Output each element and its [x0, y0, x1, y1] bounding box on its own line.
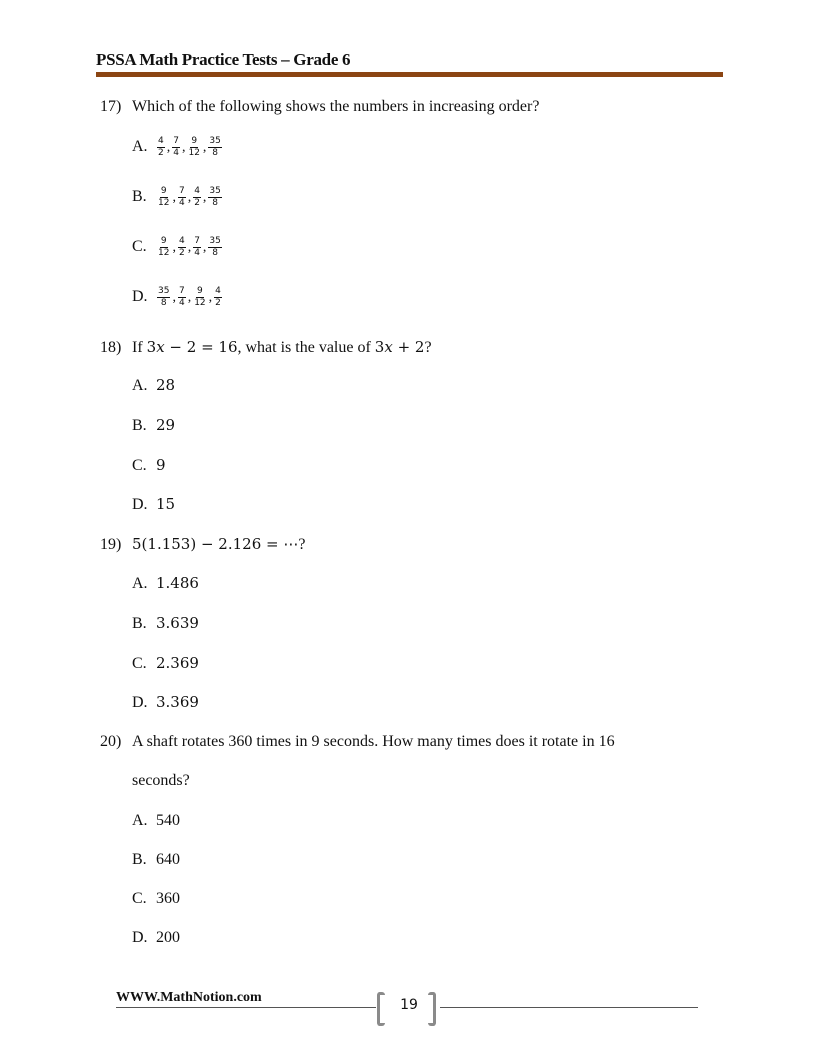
numerator: 35	[158, 286, 170, 296]
comma: ,	[166, 139, 171, 155]
q19-option-c[interactable]	[132, 654, 199, 673]
fraction	[187, 136, 200, 159]
fraction	[193, 286, 206, 309]
question-20-line2	[132, 772, 190, 790]
option-letter: B.	[132, 188, 147, 206]
fraction	[157, 136, 165, 159]
comma: ,	[187, 239, 192, 255]
option-value: 29	[156, 416, 176, 434]
option-letter: D.	[132, 496, 148, 513]
option-letter: B.	[132, 851, 147, 868]
question-19	[100, 535, 305, 554]
q20-option-b[interactable]	[132, 851, 180, 869]
q19-option-a[interactable]	[132, 574, 199, 593]
question-text: Which of the following shows the numbers in increasing order?	[132, 98, 540, 115]
denominator: 8	[160, 298, 167, 308]
header-rule	[96, 72, 723, 77]
q19-option-d[interactable]	[132, 693, 199, 712]
comma: ,	[181, 139, 186, 155]
denominator: 2	[178, 248, 185, 258]
option-letter: C.	[132, 890, 147, 907]
option-value: 9	[156, 456, 166, 474]
numerator: 9	[160, 186, 167, 196]
option-letter: A.	[132, 138, 148, 156]
comma: ,	[202, 239, 207, 255]
footer-rule-left	[116, 1007, 376, 1008]
denominator: 4	[178, 198, 185, 208]
fraction	[193, 186, 201, 209]
right-bracket-icon	[428, 992, 436, 1026]
option-letter: C.	[132, 655, 147, 672]
option-value: 540	[156, 812, 180, 829]
equation: 3𝑥 − 2 = 16	[146, 338, 238, 356]
question-number: 17)	[100, 98, 122, 115]
option-letter: D.	[132, 929, 148, 946]
comma: ,	[187, 189, 192, 205]
fraction-list	[156, 186, 223, 209]
option-letter: B.	[132, 417, 147, 434]
fraction	[157, 286, 170, 309]
q18-option-b[interactable]	[132, 416, 175, 435]
option-letter: D.	[132, 288, 148, 306]
option-letter: B.	[132, 615, 147, 632]
fraction	[208, 186, 221, 209]
fraction	[208, 236, 221, 259]
denominator: 2	[194, 198, 200, 208]
denominator: 8	[212, 148, 219, 158]
denominator: 12	[188, 148, 200, 158]
numerator: 35	[209, 236, 221, 246]
option-value: 200	[156, 929, 180, 946]
q17-option-c[interactable]	[132, 236, 223, 259]
option-letter: A.	[132, 575, 148, 592]
q17-option-d[interactable]	[132, 286, 223, 309]
denominator: 12	[158, 198, 170, 208]
numerator: 35	[209, 186, 221, 196]
fraction-list	[156, 136, 223, 159]
comma: ,	[187, 289, 192, 305]
question-text-after: ?	[298, 536, 306, 553]
numerator: 35	[209, 136, 221, 146]
option-letter: A.	[132, 812, 148, 829]
question-text-after: ?	[424, 339, 432, 356]
denominator: 8	[212, 248, 219, 258]
fraction-list	[156, 236, 223, 259]
option-letter: D.	[132, 694, 148, 711]
footer-rule-right	[440, 1007, 698, 1008]
q19-option-b[interactable]	[132, 614, 199, 633]
q18-option-d[interactable]	[132, 495, 175, 514]
comma: ,	[208, 289, 213, 305]
denominator: 4	[178, 298, 185, 308]
expression: 3𝑥 + 2	[374, 338, 425, 356]
numerator: 4	[158, 136, 164, 146]
question-number: 19)	[100, 536, 122, 553]
numerator: 9	[191, 136, 198, 146]
fraction	[214, 286, 222, 309]
option-value: 28	[156, 376, 176, 394]
question-17	[100, 98, 539, 116]
footer-url[interactable]: WWW.MathNotion.com	[116, 990, 262, 1005]
question-number: 20)	[100, 733, 122, 750]
denominator: 12	[194, 298, 206, 308]
denominator: 4	[173, 148, 179, 158]
q18-option-a[interactable]	[132, 376, 175, 395]
fraction	[172, 136, 180, 159]
option-letter: C.	[132, 457, 147, 474]
option-value: 15	[156, 495, 176, 513]
comma: ,	[202, 139, 207, 155]
option-letter: A.	[132, 377, 148, 394]
comma: ,	[172, 289, 176, 305]
expression: 5(1.153) − 2.126 = ⋯	[132, 535, 299, 553]
numerator: 4	[178, 236, 185, 246]
option-value: 3.369	[156, 693, 199, 711]
q17-option-a[interactable]	[132, 136, 223, 159]
numerator: 9	[197, 286, 203, 296]
fraction	[157, 186, 170, 209]
option-value: 640	[156, 851, 180, 868]
numerator: 7	[178, 186, 185, 196]
q20-option-a[interactable]	[132, 812, 180, 830]
denominator: 2	[158, 148, 164, 158]
fraction	[157, 236, 170, 259]
fraction	[178, 286, 186, 309]
option-value: 2.369	[156, 654, 199, 672]
q17-option-b[interactable]	[132, 186, 223, 209]
question-18	[100, 338, 432, 357]
question-text-before: If	[132, 339, 147, 356]
comma: ,	[172, 239, 176, 255]
fraction	[208, 136, 221, 159]
comma: ,	[202, 189, 207, 205]
question-text-mid: , what is the value of	[237, 339, 375, 356]
comma: ,	[172, 189, 176, 205]
left-bracket-icon	[377, 992, 385, 1026]
q20-option-d[interactable]	[132, 929, 180, 947]
numerator: 4	[215, 286, 221, 296]
denominator: 8	[212, 198, 219, 208]
numerator: 4	[194, 186, 200, 196]
fraction	[193, 236, 201, 259]
numerator: 9	[160, 236, 167, 246]
fraction	[178, 236, 186, 259]
fraction	[178, 186, 186, 209]
option-letter: C.	[132, 238, 147, 256]
numerator: 7	[178, 286, 185, 296]
denominator: 2	[215, 298, 221, 308]
option-value: 3.639	[156, 614, 199, 632]
question-number: 18)	[100, 339, 122, 356]
question-text-line2: seconds?	[132, 772, 190, 789]
question-20	[100, 733, 615, 751]
page-number: 19	[400, 997, 418, 1013]
option-value: 1.486	[156, 574, 199, 592]
numerator: 7	[173, 136, 179, 146]
option-value: 360	[156, 890, 180, 907]
header-title: PSSA Math Practice Tests – Grade 6	[96, 50, 351, 69]
denominator: 4	[194, 248, 200, 258]
question-text-line1: A shaft rotates 360 times in 9 seconds. How many times does it rotate in 16	[132, 733, 615, 750]
numerator: 7	[194, 236, 200, 246]
denominator: 12	[158, 248, 170, 258]
fraction-list	[156, 286, 223, 309]
q20-option-c[interactable]	[132, 890, 180, 908]
q18-option-c[interactable]	[132, 456, 166, 475]
